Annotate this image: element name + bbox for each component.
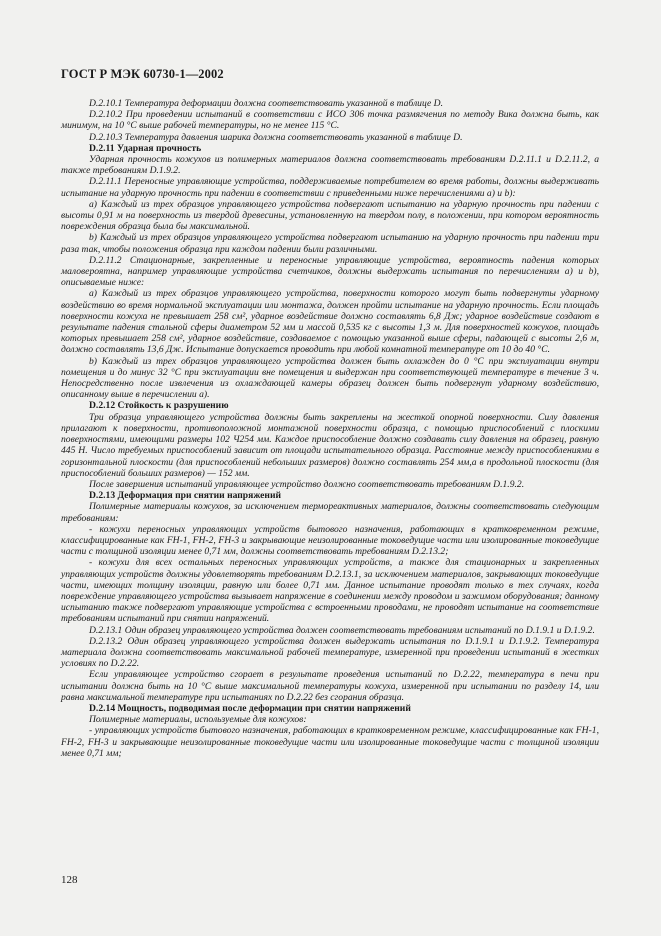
- paragraph: Ударная прочность кожухов из полимерных материалов должна соответствовать требованиям D.2.11.1 и D.2.11.2, а также требованиям D.1.9.2.: [61, 154, 599, 177]
- paragraph: D.2.10.2 При проведении испытаний в соответствии с ИСО 306 точка размягчения по методу Вика должна быть, как минимум, на 10 °С выше рабочей температуры, но не менее 115 °С.: [61, 109, 599, 132]
- section-heading: D.2.12 Стойкость к разрушению: [89, 400, 229, 412]
- paragraph: D.2.11.1 Переносные управляющие устройства, поддерживаемые потребителем во время работы, должны выдерживать испытание на ударную прочность при падении в соответствии с приведенными ниже перечислениями а) и b):: [61, 176, 599, 199]
- paragraph: а) Каждый из трех образцов управляющего устройства подвергают испытанию на ударную прочность при падении с высоты 0,91 м на поверхность из твердой древесины, установленную на твердом полу, в положении, при котором вероятность повреждения образца была бы максимальной.: [61, 198, 599, 233]
- document-body: [61, 98, 599, 759]
- paragraph: Если управляющее устройство сгорает в результате проведения испытаний по D.2.22, температура в печи при испытании должна быть на 10 °С выше максимальной температуры кожуха, измеренной при испытании по разделу 14, или равна максимальной температуре при испытаниях по D.2.22 без сгорания образца.: [61, 669, 599, 703]
- paragraph: Полимерные материалы кожухов, за исключением термореактивных материалов, должны соответствовать следующим требованиям:: [61, 501, 599, 524]
- paragraph: Полимерные материалы, используемые для кожухов:: [89, 714, 307, 726]
- paragraph: D.2.10.3 Температура давления шарика должна соответствовать указанной в таблице D.: [89, 131, 463, 143]
- page-number: 128: [61, 874, 78, 886]
- paragraph: - управляющих устройств бытового назначения, работающих в кратковременном режиме, классифицированные как FH-1, FH-2, FH-3 и закрывающие неизолированные токоведущие части или изолированные токоведущие части с толщиной изоляции менее 0,71 мм;: [61, 725, 599, 759]
- section-heading: D.2.11 Ударная прочность: [89, 142, 202, 154]
- paragraph: - кожухи переносных управляющих устройств бытового назначения, работающих в кратковременном режиме, классифицированные как FH-1, FH-2, FH-3 и закрывающие неизолированные токоведущие части или изолированные токоведущие части с толщиной изоляции менее 0,71 мм, должны соответствовать требованиям D.2.13.2;: [61, 523, 599, 558]
- paragraph: Три образца управляющего устройства должны быть закреплены на жесткой опорной поверхности. Силу давления прилагают к поверхности, противоположной монтажной поверхности образца, с помощью приспособлений с плоскими поверхностями, имеющими размеры 102 Ч254 мм. Каждое приспособление должно создавать силу давления на образец, равную 445 Н. Число требуемых приспособлений зависит от площади испытательного образца. Расстояние между приспособлениями в горизонтальной плоскости (для приспособлений небольших размеров) должно составлять 254 мм,а в продольной плоскости (для приспособлений больших размеров) — 152 мм.: [61, 411, 599, 479]
- paragraph: - кожухи для всех остальных переносных управляющих устройств, а также для стационарных и закрепленных управляющих устройств должны удовлетворять требованиям D.2.13.1, за исключением материалов, закрывающих токоведущие части, имеющих толщину изоляции, равную или более 0,71 мм. Данное испытание проводят только в тех случаях, когда повреждение управляющего устройства вызывает напряжение в соединении между проводом и зажимом оборудования; данному испытанию также подвергают управляющие устройства с встроенными проводами, не проводят испытание на соответствие требованиям испытаний при снятии напряжений.: [61, 557, 599, 625]
- paragraph: D.2.13.2 Один образец управляющего устройства должен выдержать испытания по D.1.9.1 и D.1.9.2. Температура материала должна соответствовать максимальной рабочей температуре, измеренной при проведении испытаний в жестких условиях по D.2.22.: [61, 635, 599, 670]
- paragraph: D.2.11.2 Стационарные, закрепленные и переносные управляющие устройства, вероятность падения которых маловероятна, например управляющие устройства счетчиков, должны выдержать испытания по перечислениям а) и b), описываемые ниже:: [61, 254, 599, 289]
- paragraph: После завершения испытаний управляющее устройство должно соответствовать требованиям D.1.9.2.: [89, 478, 525, 490]
- section-heading: D.2.14 Мощность, подводимая после деформации при снятии напряжений: [89, 702, 411, 714]
- paragraph: b) Каждый из трех образцов управляющего устройства должен быть охлажден до 0 °С при эксплуатации внутри помещения и до минус 32 °С при эксплуатации вне помещения и выдержан при соответствующей температуре в течение 3 ч. Непосредственно после извлечения из охлаждающей камеры образец должен быть подвергнут ударному воздействию, описанному выше в перечислении а).: [61, 355, 599, 401]
- paragraph: D.2.13.1 Один образец управляющего устройства должен соответствовать требованиям испытаний по D.1.9.1 и D.1.9.2.: [89, 624, 595, 636]
- paragraph: b) Каждый из трех образцов управляющего устройства подвергают испытанию на ударную прочность при падении три раза так, чтобы положения образца при каждом падении были различными.: [61, 232, 599, 255]
- section-heading: D.2.13 Деформация при снятии напряжений: [89, 490, 281, 502]
- paragraph: D.2.10.1 Температура деформации должна соответствовать указанной в таблице D.: [89, 98, 443, 109]
- paragraph: а) Каждый из трех образцов управляющего устройства, поверхности которого могут быть подвергнуты ударному воздействию во время нормальной эксплуатации или монтажа, должен пройти испытание на ударную прочность. Если площадь поверхности кожуха не превышает 258 см², ударное воздействие должно составлять 6,8 Дж; ударное воздействие создают в результате падения стальной сферы диаметром 52 мм и массой 0,535 кг с высоты 1,3 м. Для поверхностей кожухов, площадь которых превышает 258 см², ударное воздействие, создаваемое с помощью указанной выше сферы, падающей с высоты 2,6 м, должно составлять 13,6 Дж. Испытание допускается проводить при любой комнатной температуре от 10 до 40 °С.: [61, 288, 599, 356]
- standard-header: ГОСТ Р МЭК 60730-1—2002: [61, 67, 224, 81]
